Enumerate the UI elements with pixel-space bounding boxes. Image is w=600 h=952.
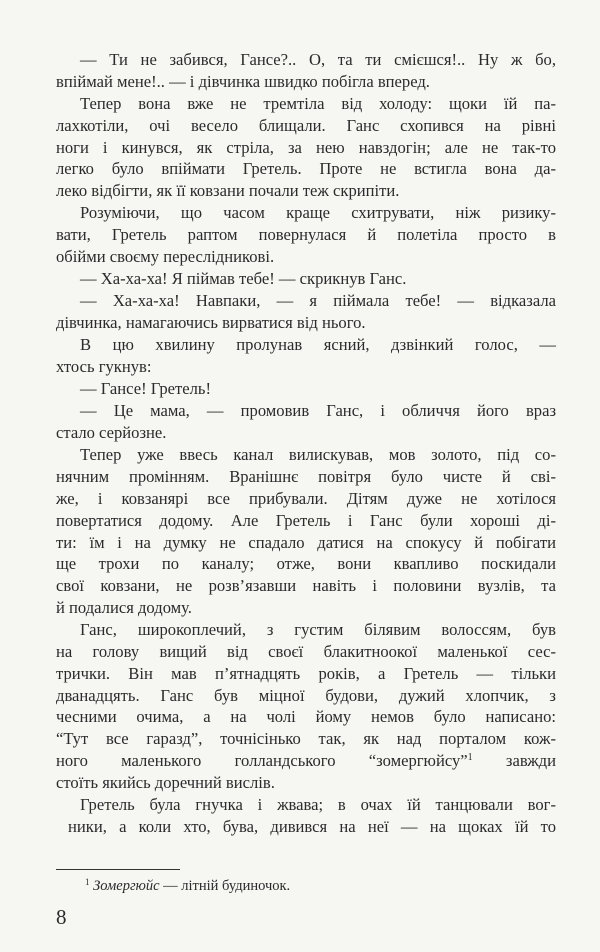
text-line: В цю хвилину пролунав ясний, дзвінкий голос, — [80, 335, 556, 355]
text-line: ще трохи по каналу; отже, вони квапливо поскидали [56, 554, 556, 574]
text-line-end: завжди [472, 751, 556, 771]
paragraph [56, 334, 556, 378]
text-line: лахкотіли, очі весело блищали. Ганс схопився на рівні [56, 115, 556, 135]
text-line: чесними очима, а на чолі йому немов було написано: [56, 707, 556, 727]
paragraph [56, 268, 556, 290]
paragraph [56, 49, 556, 93]
text-line: на голову вищий від своєї блакитноокої маленької сес- [56, 642, 556, 662]
text-line: стало серйозне. [56, 423, 167, 443]
text-line: обійми своєму переслідникові. [56, 246, 275, 266]
footnote [85, 877, 290, 895]
paragraph [56, 378, 556, 400]
text-line: леко відбігти, як її ковзани почали теж скрипіти. [56, 181, 400, 201]
text-line: же, і ковзанярі все прибували. Дітям дуже не хотілося [56, 489, 556, 509]
text-line: — Гансе! Гретель! [80, 379, 211, 399]
paragraph [56, 794, 556, 838]
paragraph [56, 290, 556, 334]
page-number: 8 [56, 905, 67, 929]
text-line: хтось гукнув: [56, 357, 152, 377]
page-body-text [56, 49, 556, 838]
text-line: Тепер уже ввесь канал вилискував, мов золото, під со- [80, 445, 556, 465]
text-line: вати, Гретель раптом повернулася й полетіла просто в [56, 225, 556, 245]
text-line: ти: їм і на думку не спадало датися на спокусу й побігати [56, 532, 556, 552]
text-line: Гретель була гнучка і жвава; в очах їй танцювали вог- [80, 795, 556, 814]
text-line: трички. Він мав п’ятнадцять років, а Гретель — тільки [56, 663, 556, 683]
text-line: легко було впіймати Гретель. Проте не встигла вона да- [56, 159, 556, 179]
text-line: Розуміючи, що часом краще схитрувати, ніж ризику- [80, 203, 556, 223]
text-line: дівчинка, намагаючись вирватися від нього. [56, 313, 366, 333]
paragraph [56, 93, 556, 202]
text-line: — Ха-ха-ха! Я піймав тебе! — скрикнув Ганс. [80, 269, 407, 289]
text-line: — Ха-ха-ха! Навпаки, — я піймала тебе! — відказала [80, 291, 556, 311]
text-line [56, 750, 556, 772]
paragraph [56, 444, 556, 618]
footnote-divider [56, 869, 180, 870]
text-line: впіймай мене!.. — і дівчинка швидко побігла вперед. [56, 71, 430, 91]
footnote-marker: 1 [85, 877, 90, 887]
text-line: — Це мама, — промовив Ганс, і обличчя його враз [80, 401, 556, 421]
text-line: дванадцять. Ганс був міцної будови, дужий хлопчик, з [56, 685, 556, 705]
text-line: “Тут все гаразд”, точнісінько так, як над порталом кож- [56, 729, 556, 749]
paragraph [56, 202, 556, 267]
text-line-start: ного маленького голландського “зомергюйсу” [56, 751, 468, 771]
text-line: Тепер вона вже не тремтіла від холоду: щоки їй па- [80, 93, 556, 113]
paragraph [56, 400, 556, 444]
text-line: й подалися додому. [56, 598, 192, 618]
footnote-term: Зомергюйс [93, 878, 160, 894]
text-line: — Ти не забився, Гансе?.. О, та ти смієшся!.. Ну ж бо, [80, 50, 556, 69]
text-line: свої ковзани, не розв’язавши навіть і половини вузлів, та [56, 576, 556, 596]
text-line: стоїть якийсь доречний вислів. [56, 772, 275, 792]
text-line: нячним промінням. Вранішнє повітря було чисте й сві- [56, 467, 556, 487]
text-line: повертатися додому. Але Гретель і Ганс були хороші ді- [56, 510, 556, 530]
text-line: ники, а коли хто, бува, дивився на неї — на щоках їй то [68, 816, 556, 836]
footnote-text: — літній будиночок. [159, 878, 291, 894]
paragraph [56, 619, 556, 793]
text-line: ноги і кинувся, як стріла, за нею навздогін; але не так-то [56, 137, 556, 157]
footnote-reference[interactable]: 1 [467, 752, 473, 764]
text-line: Ганс, широкоплечий, з густим білявим волоссям, був [80, 620, 556, 640]
